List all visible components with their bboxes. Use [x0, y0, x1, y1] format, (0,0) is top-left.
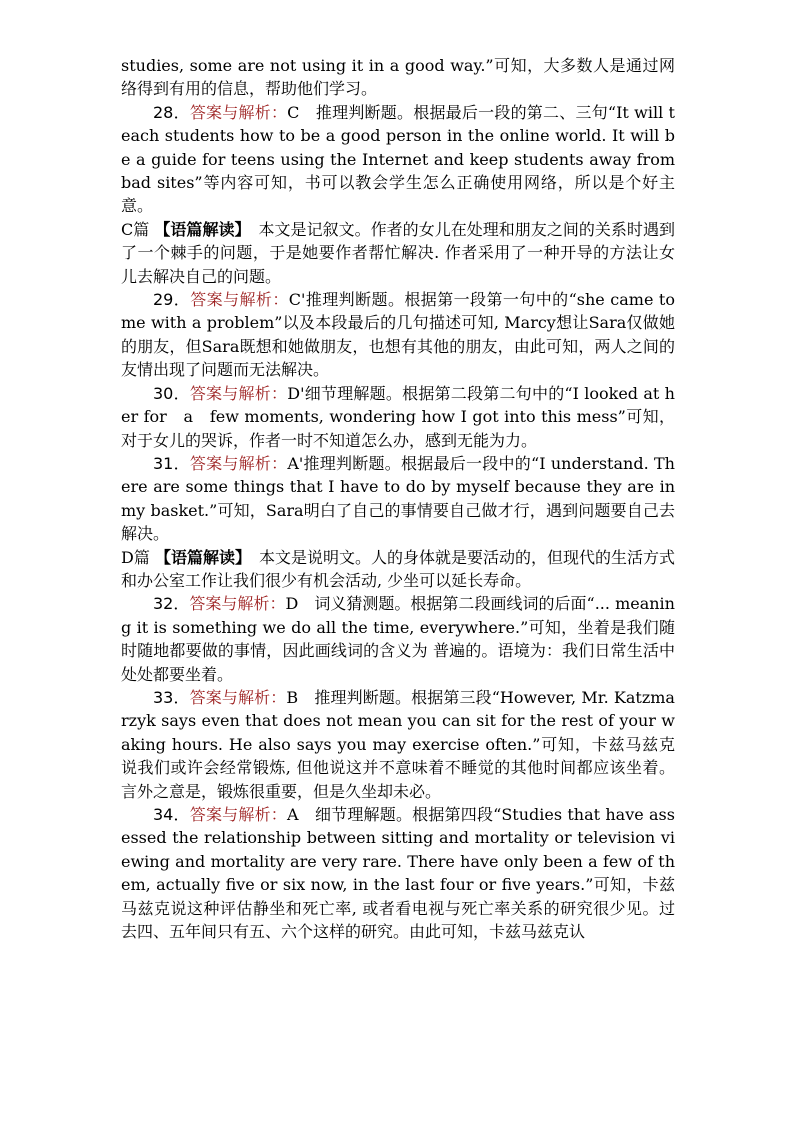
- section-heading: 【语篇解读】: [154, 547, 243, 567]
- answer-label: 答案与解析：: [189, 102, 288, 122]
- passage-c-summary: [121, 218, 675, 288]
- answer-29: [121, 288, 675, 382]
- answer-34: [121, 803, 675, 943]
- question-number: 32．: [153, 594, 190, 614]
- answer-33: [121, 686, 675, 803]
- answer-text: A'推理判断题。根据最后一段中的“I understand. There are some things that I have to do by myself because they are in my basket.”可知，Sara明白了自己的事情要自己做才行，遇到问题要自己去解决。: [121, 453, 675, 544]
- answer-31: [121, 452, 675, 546]
- answer-label: 答案与解析：: [189, 687, 287, 707]
- answer-28: [121, 101, 675, 218]
- answer-text: D 词义猜测题。根据第二段画线词的后面“... meaning it is something we do all the time, everywhere.”可知，坐着是我们随时随地都要做的事情，因此画线词的含义为 普遍的。语境为：我们日常生活中处处都要坐着。: [121, 594, 675, 684]
- answer-30: [121, 382, 675, 452]
- passage-d-summary: [121, 546, 675, 593]
- summary-text: 本文是说明文。人的身体就是要活动的，但现代的生活方式和办公室工作让我们很少有机会活动, 少坐可以延长寿命。: [121, 547, 675, 590]
- answer-text: B 推理判断题。根据第三段“However, Mr. Katzmarzyk says even that does not mean you can sit for the rest of your waking hours. He also says you may exercise often.”可知，卡兹马兹克说我们或许会经常锻炼, 但他说这并不意味着不睡觉的其他时间都应该坐着。言外之意是，锻炼很重要，但是久坐却未必。: [121, 687, 675, 801]
- answer-label: 答案与解析：: [190, 290, 289, 310]
- question-number: 30．: [153, 383, 190, 403]
- question-number: 31．: [153, 453, 190, 473]
- paragraph-27-tail: [121, 54, 675, 101]
- answer-text: C'推理判断题。根据第一段第一句中的“she came to me with a problem”以及本段最后的几句描述可知, Marcy想让Sara仅做她的朋友，但Sara既想和她做朋友，也想有其他的朋友，由此可知，两人之间的友情出现了问题而无法解决。: [121, 290, 675, 380]
- answer-text: D'细节理解题。根据第二段第二句中的“I looked at her for a few moments, wondering how I got into this mess”可知，对于女儿的哭诉，作者一时不知道怎么办，感到无能为力。: [121, 383, 675, 450]
- answer-text: C 推理判断题。根据最后一段的第二、三句“It will teach students how to be a good person in the online world. It will be a guide for teens using the Internet and keep students away from bad sites”等内容可知，书可以教会学生怎么正确使用网络，所以是个好主意。: [121, 102, 675, 216]
- document-page: [121, 54, 675, 943]
- question-number: 33．: [153, 687, 190, 707]
- summary-text: 本文是记叙文。作者的女儿在处理和朋友之间的关系时遇到了一个棘手的问题，于是她要作者帮忙解决. 作者采用了一种开导的方法让女儿去解决自己的问题。: [121, 219, 675, 286]
- question-number: 34．: [153, 805, 190, 824]
- paragraph-text: studies, some are not using it in a good way.”可知，大多数人是通过网络得到有用的信息，帮助他们学习。: [121, 56, 675, 99]
- answer-label: 答案与解析：: [189, 805, 287, 824]
- section-label: D篇: [121, 547, 150, 567]
- section-heading: 【语篇解读】: [154, 219, 243, 239]
- answer-label: 答案与解析：: [189, 383, 288, 403]
- answer-32: [121, 592, 675, 686]
- section-label: C篇: [121, 219, 150, 239]
- answer-label: 答案与解析：: [189, 594, 286, 614]
- answer-text: A 细节理解题。根据第四段“Studies that have assessed the relationship between sitting and mortality or television viewing and mortality are very rare. There have only been a few of them, actually five or six now, in the last four or five years.”可知，卡兹马兹克说这种评估静坐和死亡率, 或者看电视与死亡率关系的研究很少见。过去四、五年间只有五、六个这样的研究。由此可知，卡兹马兹克认: [121, 805, 675, 942]
- question-number: 28．: [153, 102, 190, 122]
- answer-label: 答案与解析：: [189, 453, 288, 473]
- question-number: 29．: [153, 290, 191, 310]
